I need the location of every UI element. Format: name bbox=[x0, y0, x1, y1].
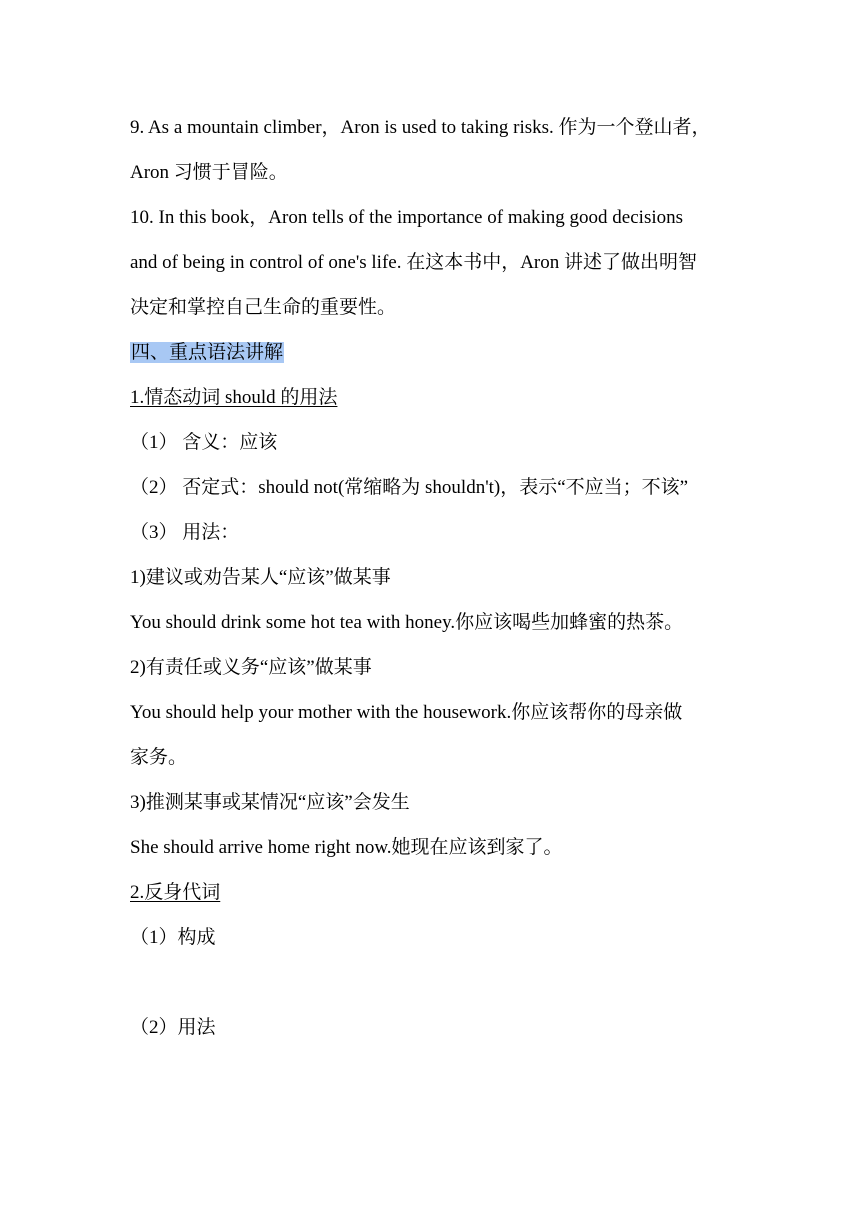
example-1: You should drink some hot tea with honey.你应该喝些加蜂蜜的热茶。 bbox=[130, 612, 684, 633]
item-formation: （1）构成 bbox=[130, 927, 216, 948]
usage-2: 2)有责任或义务“应该”做某事 bbox=[130, 657, 372, 678]
subheading-modal-should: 1.情态动词 should 的用法 bbox=[130, 387, 338, 408]
item-negative-form: （2） 否定式：should not(常缩略为 shouldn't)，表示“不应当；不该” bbox=[130, 477, 689, 498]
sentence-9-line-1: 9. As a mountain climber，Aron is used to taking risks. 作为一个登山者， bbox=[130, 117, 711, 138]
section-heading bbox=[130, 341, 284, 365]
usage-1: 1)建议或劝告某人“应该”做某事 bbox=[130, 567, 391, 588]
sentence-9-line-2: Aron 习惯于冒险。 bbox=[130, 162, 288, 183]
example-2-line-1: You should help your mother with the housework.你应该帮你的母亲做 bbox=[130, 702, 683, 723]
item-usage: （3） 用法： bbox=[130, 522, 240, 543]
item-meaning: （1） 含义：应该 bbox=[130, 432, 278, 453]
highlighted-heading-text: 四、重点语法讲解 bbox=[131, 342, 284, 363]
example-3: She should arrive home right now.她现在应该到家了。 bbox=[130, 837, 563, 858]
usage-3: 3)推测某事或某情况“应该”会发生 bbox=[130, 792, 410, 813]
sentence-10-line-3: 决定和掌控自己生命的重要性。 bbox=[130, 297, 397, 318]
example-2-line-2: 家务。 bbox=[130, 747, 188, 768]
item-usage-reflexive: （2）用法 bbox=[130, 1017, 216, 1038]
sentence-10-line-1: 10. In this book，Aron tells of the importance of making good decisions bbox=[130, 207, 684, 228]
sentence-10-line-2: and of being in control of one's life. 在这本书中，Aron 讲述了做出明智 bbox=[130, 252, 698, 273]
subheading-reflexive-pronouns: 2.反身代词 bbox=[130, 882, 221, 903]
